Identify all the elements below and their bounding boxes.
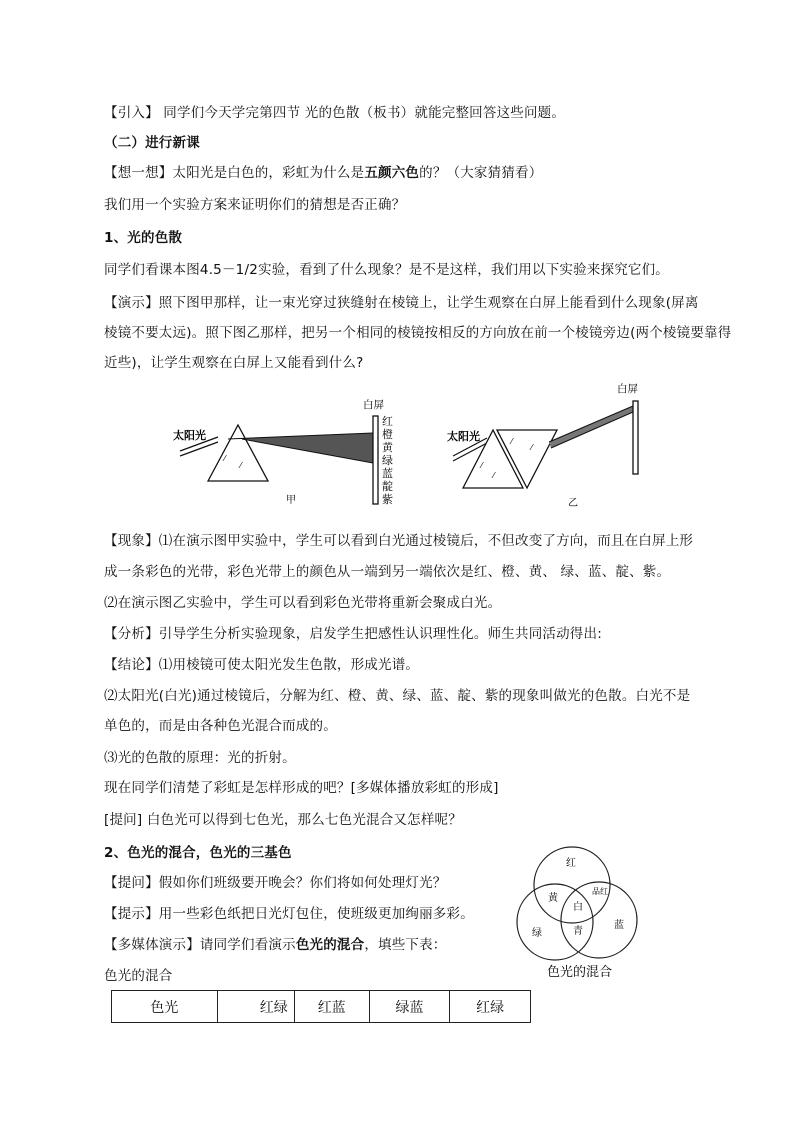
conclusion-line-1: 【结论】⑴用棱镜可使太阳光发生色散，形成光谱。	[104, 657, 420, 673]
rainbow-line: 现在同学们清楚了彩虹是怎样形成的吧？[多媒体播放彩虹的形成]	[104, 780, 499, 796]
analysis-line: 【分析】引导学生分析实验现象，启发学生把感性认识理性化。师生共同活动得出:	[104, 626, 602, 642]
table-cell-green-blue: 绿蓝	[369, 991, 450, 1023]
spectrum-indigo: 靛	[382, 480, 393, 493]
prism-figure-b	[445, 378, 660, 513]
spectrum-orange: 橙	[382, 428, 393, 441]
media-tail: ，填些下表：	[364, 937, 447, 953]
table-cell-header: 色光	[112, 991, 218, 1023]
intro-line: 【引入】 同学们今天学完第四节 光的色散（板书）就能完整回答这些问题。	[104, 105, 566, 121]
media-emphasis: 色光的混合	[295, 937, 365, 953]
media-line	[104, 935, 447, 955]
table-cell-red-green: 红绿	[217, 991, 294, 1023]
think-tail: 的？（大家猜猜看）	[419, 165, 543, 181]
table-caption: 色光的混合	[104, 968, 173, 984]
beam-edge-top-b	[549, 406, 633, 442]
media-text: 【多媒体演示】请同学们看演示	[104, 937, 296, 953]
white-screen-a	[373, 416, 378, 504]
think-emphasis: 五颜六色	[364, 165, 420, 181]
prism-mark-a2: ⁄	[240, 461, 242, 470]
phenomenon-line-1: 【现象】⑴在演示图甲实验中，学生可以看到白光通过棱镜后，不但改变了方向，而且在白屏上形	[104, 533, 694, 549]
table-cell-red-green-2: 红绿	[450, 991, 531, 1023]
table-cell-red-blue: 红蓝	[294, 991, 369, 1023]
textbook-line: 同学们看课本图4.5－1/2实验，看到了什么现象？是不是这样，我们用以下实验来探究它们。	[104, 262, 669, 278]
demo-line-3: 近些)，让学生观察在白屏上又能看到什么?	[104, 355, 364, 371]
recombined-beam-b	[549, 406, 633, 448]
phenomenon-line-3: ⑵在演示图乙实验中，学生可以看到彩色光带将重新会聚成白光。	[104, 595, 502, 611]
phenomenon-line-2: 成一条彩色的光带，彩色光带上的颜色从一端到另一端依次是红、橙、黄、 绿、蓝、靛、紫。	[104, 564, 671, 580]
demo-line-1: 【演示】照下图甲那样，让一束光穿过狭缝射在棱镜上，让学生观察在白屏上能看到什么现象(屏离	[104, 295, 699, 311]
verify-line: 我们用一个实验方案来证明你们的猜想是否正确？	[104, 197, 406, 213]
beam-edge-bottom-b	[551, 412, 633, 448]
venn-magenta: 品红	[592, 887, 608, 896]
venn-blue: 蓝	[614, 920, 624, 931]
sunlight-label-b: 太阳光	[447, 430, 480, 443]
screen-label-b: 白屏	[617, 383, 638, 395]
conclusion-line-4: ⑶光的色散的原理：光的折射。	[104, 750, 296, 766]
venn-red: 红	[566, 858, 576, 869]
think-line	[104, 163, 542, 183]
venn-yellow: 黄	[548, 893, 558, 904]
spectrum-yellow: 黄	[382, 441, 393, 454]
prism-mark-b3: ⁄	[511, 437, 513, 446]
heading-color-mixing: 2、色光的混合，色光的三基色	[104, 845, 292, 861]
question-line: [提问] 白色光可以得到七色光，那么七色光混合又怎样呢？	[104, 812, 462, 828]
table-row	[112, 991, 531, 1023]
spectrum-violet: 紫	[382, 493, 393, 506]
white-screen-b	[633, 401, 638, 474]
prism-a	[208, 425, 268, 481]
figure-b-caption: 乙	[568, 498, 578, 509]
hint-line: 【提示】用一些彩色纸把日光灯包住，使班级更加绚丽多彩。	[104, 906, 474, 922]
spectrum-green: 绿	[382, 454, 393, 467]
screen-label-a: 白屏	[363, 399, 384, 411]
ask-line: 【提问】假如你们班级要开晚会？你们将如何处理灯光？	[104, 875, 447, 891]
conclusion-line-2: ⑵太阳光(白光)通过棱镜后，分解为红、橙、黄、绿、蓝、靛、紫的现象叫做光的色散。白光不是	[104, 688, 691, 704]
figure-a-caption: 甲	[286, 495, 296, 506]
section-heading-new-lesson: （二）进行新课	[104, 135, 200, 151]
venn-cyan: 青	[573, 926, 583, 937]
venn-caption: 色光的混合	[547, 965, 613, 980]
venn-green: 绿	[532, 928, 542, 939]
color-mixing-venn	[500, 842, 660, 982]
prism-mark-a1: ⁄	[224, 454, 226, 463]
color-mixing-table	[111, 990, 531, 1023]
prism-mark-b1: ⁄	[481, 461, 483, 470]
prism-mark-b4: ⁄	[531, 443, 533, 452]
prism-figure-a	[168, 395, 413, 515]
spectrum-red: 红	[382, 415, 393, 428]
heading-dispersion: 1、光的色散	[104, 230, 183, 246]
prism-mark-b2: ⁄	[493, 471, 495, 480]
spectrum-blue: 蓝	[382, 467, 393, 480]
sunlight-label-a: 太阳光	[173, 429, 206, 442]
conclusion-line-3: 单色的，而是由各种色光混合而成的。	[104, 718, 337, 734]
demo-line-2: 棱镜不要太远)。照下图乙那样，把另一个相同的棱镜按相反的方向放在前一个棱镜旁边(两个棱镜要靠得	[104, 325, 732, 341]
think-text: 【想一想】太阳光是白色的，彩虹为什么是	[104, 165, 365, 181]
venn-white: 白	[573, 902, 583, 913]
